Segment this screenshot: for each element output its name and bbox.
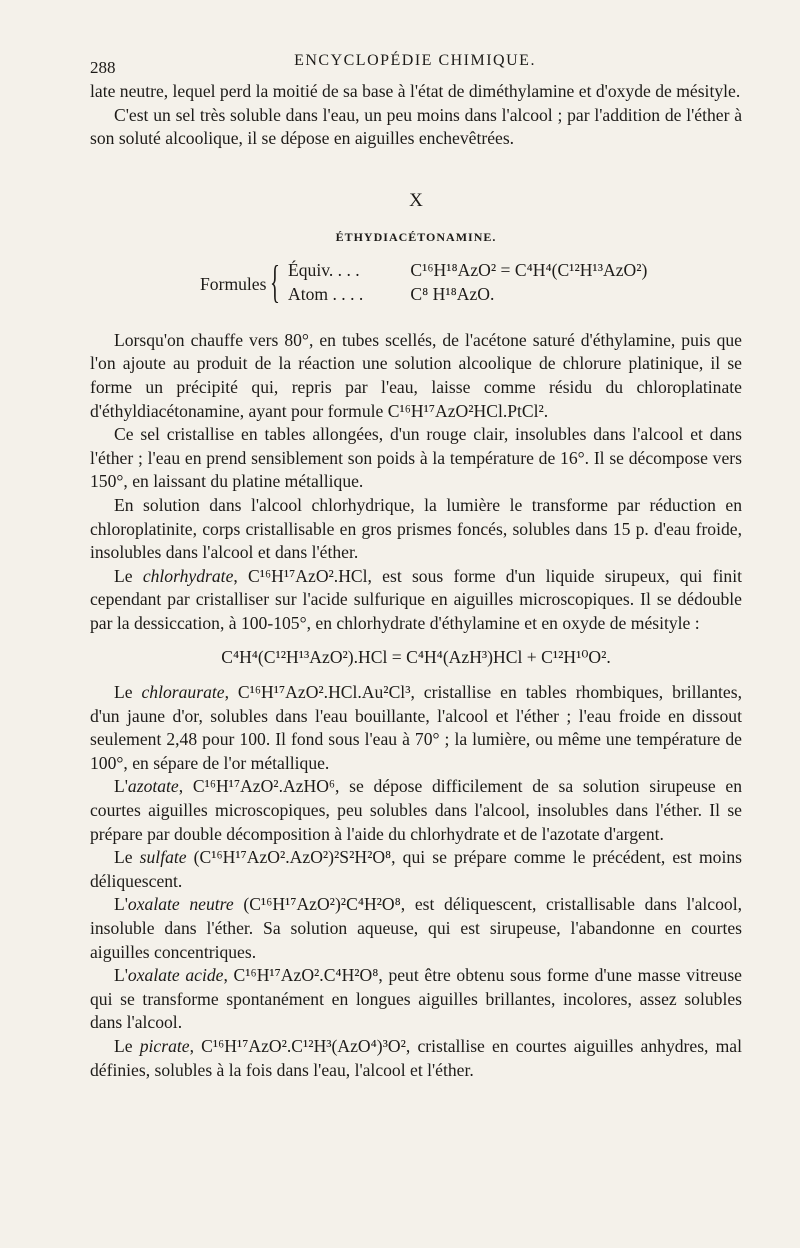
formula-row-atom: [288, 283, 494, 307]
equation: C⁴H⁴(C¹²H¹³AzO²).HCl = C⁴H⁴(AzH³)HCl + C¹²H¹⁰O².: [221, 646, 611, 667]
salt-name: azotate: [127, 776, 179, 797]
brace-symbol: {: [270, 255, 280, 307]
salt-name: chlorhydrate: [142, 565, 234, 586]
salt-name: picrate: [139, 1036, 190, 1056]
formula-name: Équiv. . . .: [288, 259, 360, 280]
paragraph: Lorsqu'on chauffe vers 80°, en tubes scellés, de l'acétone saturé d'éthylamine, puis que l'on ajoute au produit de la réaction une solution alcoolique de chlorure platinique, il se forme un précipité qui, repris par l'eau, laisse comme résidu du chloroplatinate d'éthyldiacétonamine, ayant pour formule C¹⁶H¹⁷AzO²HCl.PtCl².: [90, 329, 742, 421]
paragraph: late neutre, lequel perd la moitié de sa base à l'état de diméthylamine et d'oxyde de mésityle.: [90, 81, 741, 101]
paragraph-sulfate: [90, 846, 742, 893]
lead-word: Le: [114, 682, 142, 703]
page-header: [90, 52, 740, 80]
paragraph-picrate: [90, 1035, 742, 1082]
paragraph-text: , C¹⁶H¹⁷AzO².AzHO⁶, se dépose difficilement de sa solution sirupeuse en courtes aiguilles microscopiques, peu solubles dans l'alcool, insolubles dans l'éther. Il se prépare par double décomposition à l'aide du chlorhydrate et de l'azotate d'argent.: [90, 776, 742, 844]
lead-word: L': [114, 894, 128, 915]
formulas-block: [90, 255, 742, 311]
salt-name: sulfate: [139, 847, 187, 868]
section-title: ÉTHYDIACÉTONAMINE.: [335, 229, 497, 244]
salt-name: oxalate acide: [127, 965, 224, 986]
lead-word: Le: [114, 1036, 140, 1056]
paragraph-chlorhydrate: [90, 565, 742, 636]
paragraph: C'est un sel très soluble dans l'eau, un peu moins dans l'alcool ; par l'addition de l'éther à son soluté alcoolique, il se dépose en aiguilles enchevêtrées.: [90, 104, 742, 149]
formula-name: Atom . . . .: [288, 283, 364, 304]
paragraph-oxalate-acide: [90, 964, 742, 1035]
lead-word: Le: [114, 847, 140, 868]
formulas-label: Formules: [200, 273, 267, 294]
page-number: 288: [90, 58, 116, 77]
paragraph-text: , C¹⁶H¹⁷AzO².C¹²H³(AzO⁴)³O², cristallise en courtes aiguilles anhydres, mal définies, solubles à la fois dans l'eau, l'alcool et l'éther.: [90, 1036, 742, 1080]
section-number: X: [409, 189, 423, 211]
lead-word: Le: [114, 565, 143, 586]
running-title: ENCYCLOPÉDIE CHIMIQUE.: [294, 52, 536, 69]
paragraph-azotate: [90, 775, 742, 846]
paragraph-text: , C¹⁶H¹⁷AzO².HCl.Au²Cl³, cristallise en tables rhombiques, brillantes, d'un jaune d'or, solubles dans l'eau bouillante, l'alcool et l'éther ; l'eau froide en dissout seulement 2,48 pour 100. Il fond sous l'eau à 70° ; la lumière, ou même une température de 100°, en sépare de l'or métallique.: [90, 682, 742, 773]
lead-word: L': [114, 776, 128, 797]
paragraph-text: (C¹⁶H¹⁷AzO².AzO²)²S²H²O⁸, qui se prépare comme le précédent, est moins déliquescent.: [90, 847, 742, 891]
paragraph: Ce sel cristallise en tables allongées, d'un rouge clair, insolubles dans l'alcool et dans l'éther ; l'eau en prend sensiblement son poids à la température de 16°. Il se décompose vers 150°, en laissant du platine métallique.: [90, 424, 742, 492]
lead-word: L': [114, 965, 128, 986]
formula-row-equiv: [288, 259, 647, 283]
paragraph: En solution dans l'alcool chlorhydrique, la lumière le transforme par réduction en chloroplatinite, corps cristallisable en gros prismes foncés, solubles dans 15 p. d'eau froide, insolubles dans l'alcool et dans l'éther.: [90, 494, 742, 563]
salt-name: chloraurate: [141, 682, 225, 703]
paragraph-text: , C¹⁶H¹⁷AzO².C⁴H²O⁸, peut être obtenu sous forme d'une masse vitreuse qui se transforme spontanément en longues aiguilles brillantes, incolores, assez solubles dans l'alcool.: [90, 965, 742, 1033]
paragraph-chloraurate: [90, 681, 742, 775]
formula-value: C⁸ H¹⁸AzO.: [410, 283, 495, 304]
paragraph-text: , C¹⁶H¹⁷AzO².HCl, est sous forme d'un liquide sirupeux, qui finit cependant par cristalliser sur l'acide sulfurique en aiguilles microscopiques. Il se dédouble par la dessiccation, à 100-105°, en chlorhydrate d'éthylamine et en oxyde de mésityle :: [90, 565, 742, 633]
formula-value: C¹⁶H¹⁸AzO² = C⁴H⁴(C¹²H¹³AzO²): [410, 259, 648, 280]
salt-name: oxalate neutre: [127, 894, 234, 915]
paragraph-oxalate-neutre: [90, 893, 742, 964]
page-body: [90, 80, 742, 1082]
paragraph-text: (C¹⁶H¹⁷AzO²)²C⁴H²O⁸, est déliquescent, cristallisable dans l'alcool, insoluble dans l'éther. Sa solution aqueuse, qui est sirupeuse, l'abandonne en courtes aiguilles concentriques.: [90, 894, 742, 962]
